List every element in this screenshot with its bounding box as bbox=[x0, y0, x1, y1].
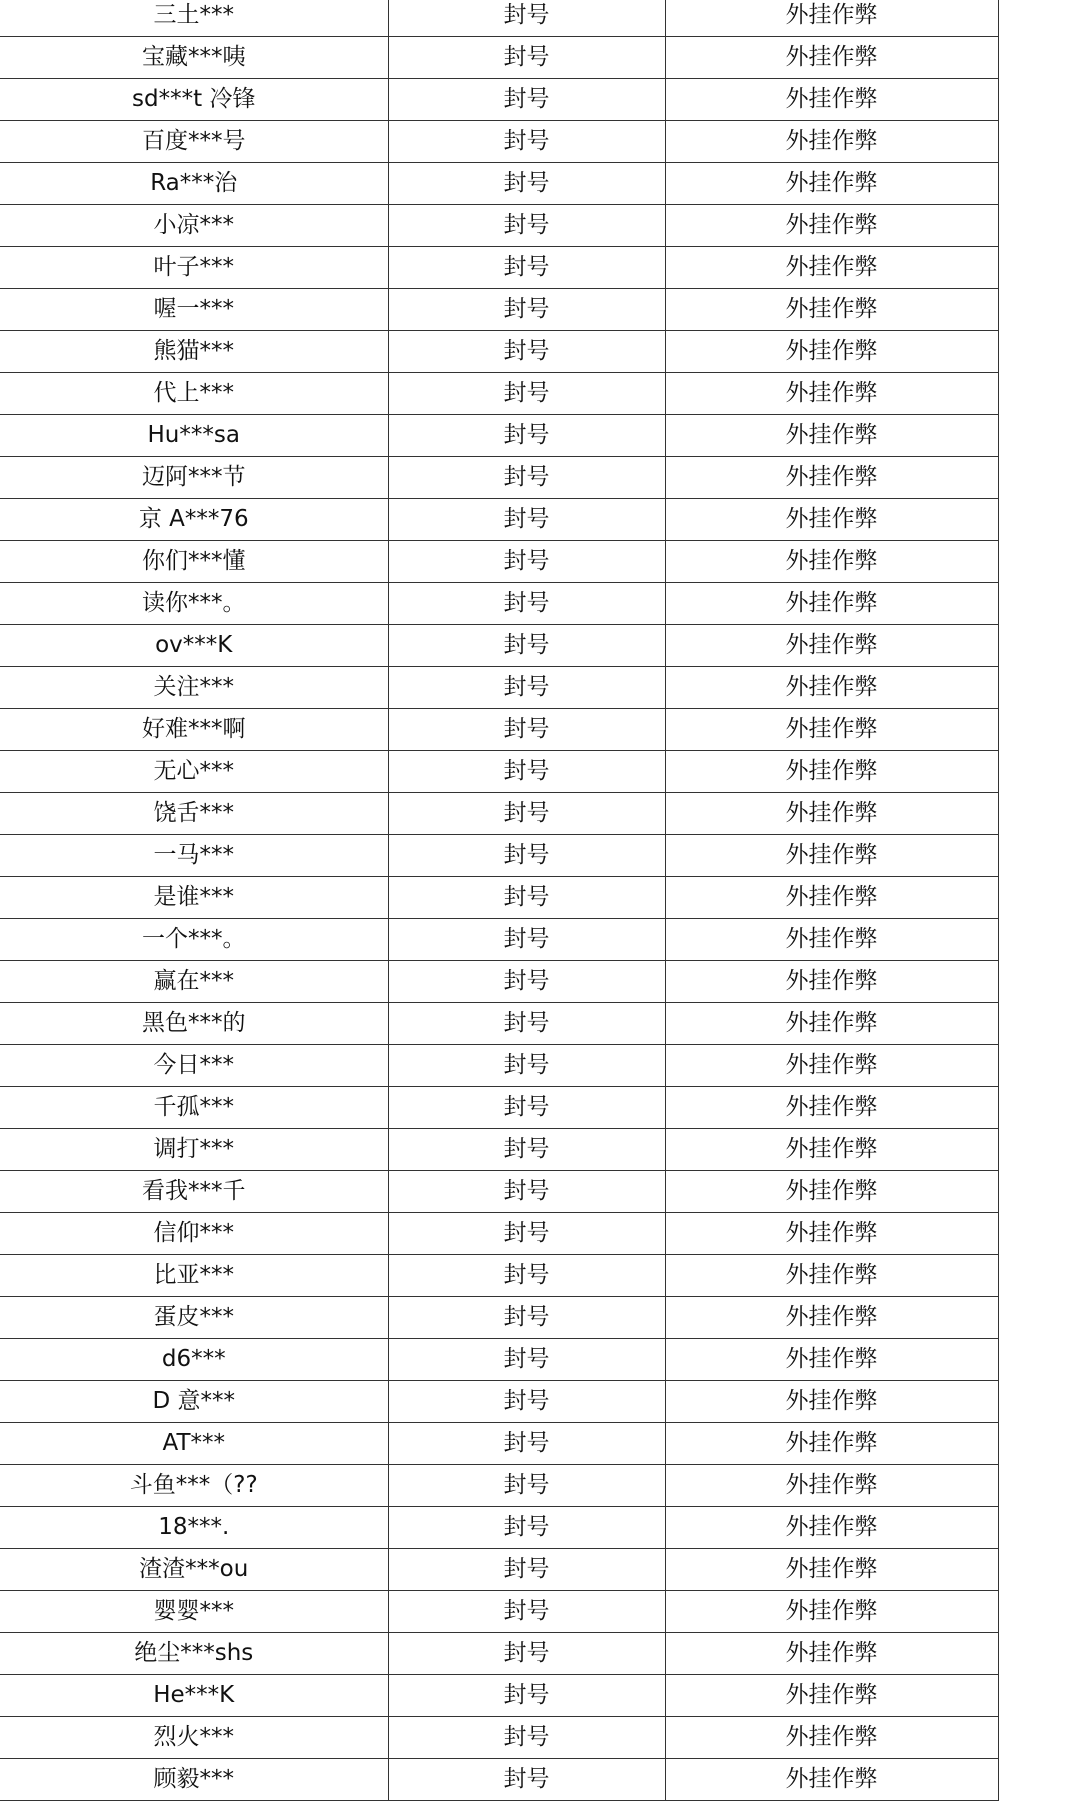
table-row bbox=[0, 0, 998, 37]
player-name-cell: 一马*** bbox=[0, 835, 388, 877]
penalty-cell: 封号 bbox=[388, 793, 665, 835]
penalty-cell: 封号 bbox=[388, 1297, 665, 1339]
player-name-cell: 蛋皮*** bbox=[0, 1297, 388, 1339]
reason-cell: 外挂作弊 bbox=[665, 1339, 998, 1381]
table-row bbox=[0, 877, 998, 919]
player-name-cell: 关注*** bbox=[0, 667, 388, 709]
player-name-cell: 宝藏***咦 bbox=[0, 37, 388, 79]
penalty-cell: 封号 bbox=[388, 289, 665, 331]
reason-cell: 外挂作弊 bbox=[665, 1759, 998, 1801]
table-row bbox=[0, 163, 998, 205]
player-name-cell: 顾毅*** bbox=[0, 1759, 388, 1801]
player-name-cell: 喔一*** bbox=[0, 289, 388, 331]
table-row bbox=[0, 1423, 998, 1465]
reason-cell: 外挂作弊 bbox=[665, 583, 998, 625]
penalty-cell: 封号 bbox=[388, 877, 665, 919]
player-name-cell: 熊猫*** bbox=[0, 331, 388, 373]
table-row bbox=[0, 331, 998, 373]
reason-cell: 外挂作弊 bbox=[665, 1213, 998, 1255]
table-row bbox=[0, 1549, 998, 1591]
player-name-cell: 千孤*** bbox=[0, 1087, 388, 1129]
reason-cell: 外挂作弊 bbox=[665, 751, 998, 793]
penalty-cell: 封号 bbox=[388, 163, 665, 205]
table-row bbox=[0, 1339, 998, 1381]
table-row bbox=[0, 793, 998, 835]
penalty-cell: 封号 bbox=[388, 499, 665, 541]
reason-cell: 外挂作弊 bbox=[665, 499, 998, 541]
penalty-cell: 封号 bbox=[388, 1045, 665, 1087]
player-name-cell: 无心*** bbox=[0, 751, 388, 793]
table-row bbox=[0, 583, 998, 625]
reason-cell: 外挂作弊 bbox=[665, 961, 998, 1003]
table-row bbox=[0, 1171, 998, 1213]
table-row bbox=[0, 751, 998, 793]
penalty-cell: 封号 bbox=[388, 751, 665, 793]
table-row bbox=[0, 373, 998, 415]
penalty-cell: 封号 bbox=[388, 1507, 665, 1549]
player-name-cell: 渣渣***ou bbox=[0, 1549, 388, 1591]
player-name-cell: 三土*** bbox=[0, 0, 388, 37]
reason-cell: 外挂作弊 bbox=[665, 415, 998, 457]
reason-cell: 外挂作弊 bbox=[665, 1129, 998, 1171]
table-row bbox=[0, 709, 998, 751]
table-row bbox=[0, 1675, 998, 1717]
player-name-cell: ov***K bbox=[0, 625, 388, 667]
reason-cell: 外挂作弊 bbox=[665, 1381, 998, 1423]
penalty-cell: 封号 bbox=[388, 1129, 665, 1171]
player-name-cell: 今日*** bbox=[0, 1045, 388, 1087]
penalty-cell: 封号 bbox=[388, 0, 665, 37]
penalty-cell: 封号 bbox=[388, 1171, 665, 1213]
reason-cell: 外挂作弊 bbox=[665, 625, 998, 667]
reason-cell: 外挂作弊 bbox=[665, 1591, 998, 1633]
table-row bbox=[0, 1759, 998, 1801]
player-name-cell: 绝尘***shs bbox=[0, 1633, 388, 1675]
table-row bbox=[0, 37, 998, 79]
table-row bbox=[0, 541, 998, 583]
player-name-cell: AT*** bbox=[0, 1423, 388, 1465]
reason-cell: 外挂作弊 bbox=[665, 331, 998, 373]
reason-cell: 外挂作弊 bbox=[665, 205, 998, 247]
reason-cell: 外挂作弊 bbox=[665, 1045, 998, 1087]
penalty-cell: 封号 bbox=[388, 1633, 665, 1675]
player-name-cell: 百度***号 bbox=[0, 121, 388, 163]
table-row bbox=[0, 247, 998, 289]
reason-cell: 外挂作弊 bbox=[665, 121, 998, 163]
penalty-cell: 封号 bbox=[388, 373, 665, 415]
reason-cell: 外挂作弊 bbox=[665, 247, 998, 289]
penalty-cell: 封号 bbox=[388, 709, 665, 751]
table-row bbox=[0, 1213, 998, 1255]
reason-cell: 外挂作弊 bbox=[665, 1507, 998, 1549]
table-row bbox=[0, 1465, 998, 1507]
table-row bbox=[0, 961, 998, 1003]
table-row bbox=[0, 499, 998, 541]
table-row bbox=[0, 1255, 998, 1297]
penalty-cell: 封号 bbox=[388, 457, 665, 499]
reason-cell: 外挂作弊 bbox=[665, 1255, 998, 1297]
player-name-cell: 读你***。 bbox=[0, 583, 388, 625]
player-name-cell: 叶子*** bbox=[0, 247, 388, 289]
player-name-cell: 信仰*** bbox=[0, 1213, 388, 1255]
penalty-cell: 封号 bbox=[388, 1381, 665, 1423]
player-name-cell: 黑色***的 bbox=[0, 1003, 388, 1045]
penalty-cell: 封号 bbox=[388, 1423, 665, 1465]
player-name-cell: D 意*** bbox=[0, 1381, 388, 1423]
penalty-cell: 封号 bbox=[388, 1759, 665, 1801]
player-name-cell: sd***t 冷锋 bbox=[0, 79, 388, 121]
penalty-cell: 封号 bbox=[388, 583, 665, 625]
player-name-cell: 烈火*** bbox=[0, 1717, 388, 1759]
player-name-cell: 京 A***76 bbox=[0, 499, 388, 541]
player-name-cell: 比亚*** bbox=[0, 1255, 388, 1297]
table-row bbox=[0, 121, 998, 163]
player-name-cell: 你们***懂 bbox=[0, 541, 388, 583]
penalty-cell: 封号 bbox=[388, 835, 665, 877]
reason-cell: 外挂作弊 bbox=[665, 877, 998, 919]
table-row bbox=[0, 205, 998, 247]
table-row bbox=[0, 1633, 998, 1675]
penalty-cell: 封号 bbox=[388, 667, 665, 709]
penalty-cell: 封号 bbox=[388, 541, 665, 583]
reason-cell: 外挂作弊 bbox=[665, 793, 998, 835]
player-name-cell: 调打*** bbox=[0, 1129, 388, 1171]
reason-cell: 外挂作弊 bbox=[665, 457, 998, 499]
player-name-cell: 看我***千 bbox=[0, 1171, 388, 1213]
penalty-cell: 封号 bbox=[388, 1003, 665, 1045]
table-row bbox=[0, 1717, 998, 1759]
penalty-cell: 封号 bbox=[388, 1717, 665, 1759]
reason-cell: 外挂作弊 bbox=[665, 1675, 998, 1717]
reason-cell: 外挂作弊 bbox=[665, 919, 998, 961]
reason-cell: 外挂作弊 bbox=[665, 667, 998, 709]
reason-cell: 外挂作弊 bbox=[665, 1717, 998, 1759]
penalty-cell: 封号 bbox=[388, 121, 665, 163]
table-row bbox=[0, 667, 998, 709]
penalty-cell: 封号 bbox=[388, 37, 665, 79]
player-name-cell: 迈阿***节 bbox=[0, 457, 388, 499]
penalty-cell: 封号 bbox=[388, 625, 665, 667]
table-row bbox=[0, 289, 998, 331]
penalty-cell: 封号 bbox=[388, 1465, 665, 1507]
player-name-cell: 代上*** bbox=[0, 373, 388, 415]
reason-cell: 外挂作弊 bbox=[665, 1003, 998, 1045]
player-name-cell: 小凉*** bbox=[0, 205, 388, 247]
penalty-cell: 封号 bbox=[388, 1339, 665, 1381]
player-name-cell: He***K bbox=[0, 1675, 388, 1717]
penalty-cell: 封号 bbox=[388, 961, 665, 1003]
table-row bbox=[0, 1087, 998, 1129]
penalty-cell: 封号 bbox=[388, 919, 665, 961]
reason-cell: 外挂作弊 bbox=[665, 541, 998, 583]
reason-cell: 外挂作弊 bbox=[665, 79, 998, 121]
table-row bbox=[0, 415, 998, 457]
reason-cell: 外挂作弊 bbox=[665, 1087, 998, 1129]
player-name-cell: Ra***治 bbox=[0, 163, 388, 205]
reason-cell: 外挂作弊 bbox=[665, 1633, 998, 1675]
player-name-cell: 好难***啊 bbox=[0, 709, 388, 751]
player-name-cell: 饶舌*** bbox=[0, 793, 388, 835]
table-row bbox=[0, 1297, 998, 1339]
player-name-cell: 赢在*** bbox=[0, 961, 388, 1003]
table-row bbox=[0, 79, 998, 121]
table-row bbox=[0, 1591, 998, 1633]
penalty-cell: 封号 bbox=[388, 415, 665, 457]
reason-cell: 外挂作弊 bbox=[665, 373, 998, 415]
penalty-cell: 封号 bbox=[388, 247, 665, 289]
reason-cell: 外挂作弊 bbox=[665, 709, 998, 751]
table-row bbox=[0, 919, 998, 961]
player-name-cell: 斗鱼***（?? bbox=[0, 1465, 388, 1507]
reason-cell: 外挂作弊 bbox=[665, 835, 998, 877]
table-row bbox=[0, 1003, 998, 1045]
player-name-cell: 婴婴*** bbox=[0, 1591, 388, 1633]
reason-cell: 外挂作弊 bbox=[665, 1423, 998, 1465]
table-row bbox=[0, 835, 998, 877]
table-row bbox=[0, 1045, 998, 1087]
penalty-cell: 封号 bbox=[388, 331, 665, 373]
penalty-cell: 封号 bbox=[388, 1087, 665, 1129]
table-row bbox=[0, 625, 998, 667]
table-row bbox=[0, 1507, 998, 1549]
reason-cell: 外挂作弊 bbox=[665, 1465, 998, 1507]
reason-cell: 外挂作弊 bbox=[665, 37, 998, 79]
penalty-cell: 封号 bbox=[388, 1591, 665, 1633]
reason-cell: 外挂作弊 bbox=[665, 1549, 998, 1591]
reason-cell: 外挂作弊 bbox=[665, 163, 998, 205]
player-name-cell: Hu***sa bbox=[0, 415, 388, 457]
table-row bbox=[0, 457, 998, 499]
player-name-cell: 18***. bbox=[0, 1507, 388, 1549]
penalty-cell: 封号 bbox=[388, 1255, 665, 1297]
table-row bbox=[0, 1381, 998, 1423]
player-name-cell: 一个***。 bbox=[0, 919, 388, 961]
reason-cell: 外挂作弊 bbox=[665, 1297, 998, 1339]
penalty-cell: 封号 bbox=[388, 205, 665, 247]
reason-cell: 外挂作弊 bbox=[665, 1171, 998, 1213]
reason-cell: 外挂作弊 bbox=[665, 289, 998, 331]
table-row bbox=[0, 1129, 998, 1171]
penalty-cell: 封号 bbox=[388, 79, 665, 121]
penalty-cell: 封号 bbox=[388, 1213, 665, 1255]
penalty-cell: 封号 bbox=[388, 1675, 665, 1717]
player-name-cell: d6*** bbox=[0, 1339, 388, 1381]
penalty-cell: 封号 bbox=[388, 1549, 665, 1591]
reason-cell: 外挂作弊 bbox=[665, 0, 998, 37]
player-name-cell: 是谁*** bbox=[0, 877, 388, 919]
